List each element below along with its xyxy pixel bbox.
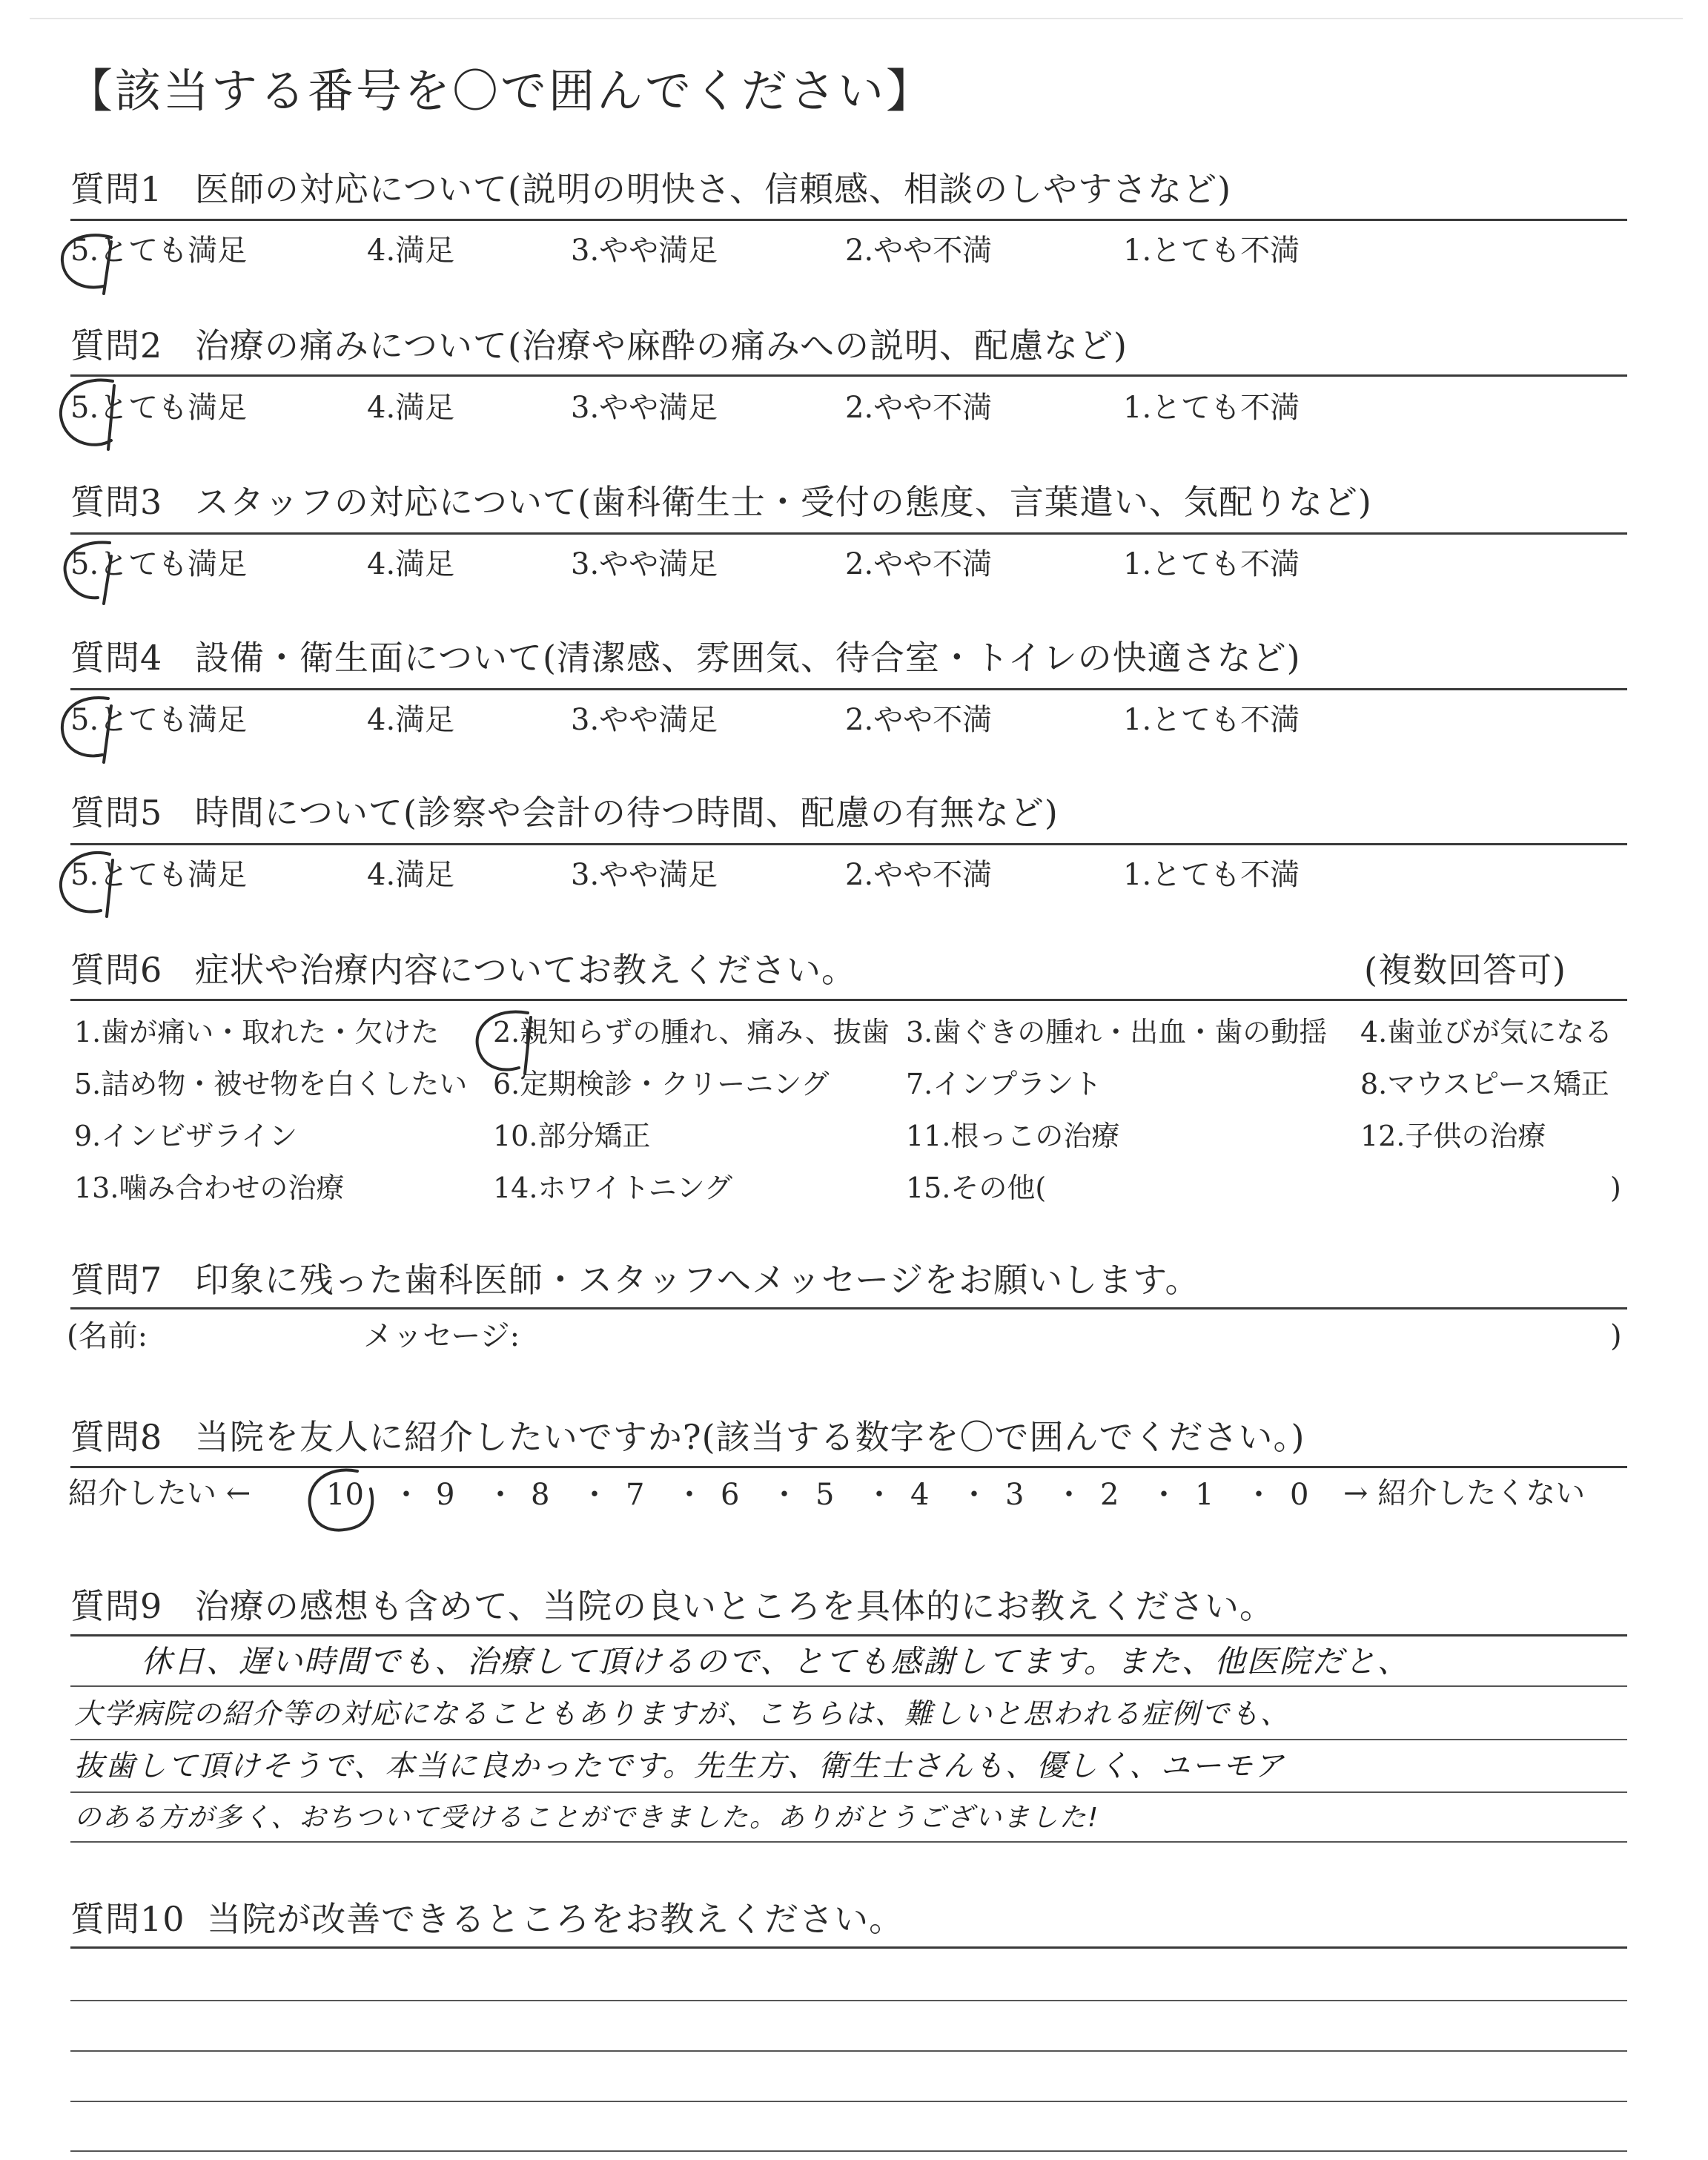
q6-other-close-paren: ) [1610,1172,1621,1204]
q2-option-5[interactable]: 5.とても満足 [70,391,248,425]
q8-score-9[interactable]: 9 [436,1478,455,1512]
question-5-heading [70,793,1059,833]
question-3-text: スタッフの対応について(歯科衛生士・受付の態度、言葉遣い、気配りなど) [194,482,1372,522]
q9-answer-rule-2 [70,1739,1627,1740]
question-10-rule [70,1946,1627,1949]
q8-separator: ・ [1054,1478,1084,1512]
question-4-text: 設備・衛生面について(清潔感、雰囲気、待合室・トイレの快適さなど) [194,638,1301,678]
question-8-text: 当院を友人に紹介したいですか?(該当する数字を〇で囲んでください。) [194,1417,1305,1457]
question-1-rule [70,219,1627,221]
question-4-rule [70,688,1627,690]
q10-answer-rule [70,2000,1627,2001]
question-1-heading [70,169,1232,209]
q3-option-3[interactable]: 3.やや満足 [571,547,718,581]
q8-separator: ・ [864,1478,894,1512]
q6-option-13[interactable]: 13.噛み合わせの治療 [74,1172,345,1204]
q4-option-4[interactable]: 4.満足 [367,703,455,737]
q5-option-1[interactable]: 1.とても不満 [1123,858,1300,892]
question-2-rule [70,374,1627,377]
q8-score-8[interactable]: 8 [531,1478,550,1512]
question-6-rule [70,999,1627,1001]
q5-option-2[interactable]: 2.やや不満 [845,858,993,892]
q6-option-2[interactable]: 2.親知らずの腫れ、痛み、抜歯 [493,1016,890,1048]
q2-option-2[interactable]: 2.やや不満 [845,391,993,425]
q6-option-11[interactable]: 11.根っこの治療 [906,1120,1120,1152]
q1-option-1[interactable]: 1.とても不満 [1123,234,1300,268]
top-edge-line [30,18,1683,19]
q9-answer-rule-3 [70,1791,1627,1793]
q9-answer-line-2: 大学病院の紹介等の対応になることもありますが、こちらは、難しいと思われる症例でも、 [74,1697,1291,1730]
q6-option-7[interactable]: 7.インプラント [906,1068,1102,1100]
q8-separator: ・ [959,1478,989,1512]
q8-score-0[interactable]: 0 [1290,1478,1309,1512]
q6-option-6[interactable]: 6.定期検診・クリーニング [493,1068,830,1100]
q6-option-3[interactable]: 3.歯ぐきの腫れ・出血・歯の動揺 [906,1016,1328,1048]
q9-answer-line-1: 休日、遅い時間でも、治療して頂けるので、とても感謝してます。また、他医院だと、 [141,1643,1410,1680]
q6-option-4[interactable]: 4.歯並びが気になる [1360,1016,1613,1048]
q3-option-2[interactable]: 2.やや不満 [845,547,993,581]
q6-option-1[interactable]: 1.歯が痛い・取れた・欠けた [74,1016,440,1048]
q10-answer-rule [70,2050,1627,2052]
question-6-note: (複数回答可) [1364,950,1566,990]
q8-score-4[interactable]: 4 [910,1478,930,1512]
question-7-label: 質問7 [70,1260,163,1300]
question-4-heading [70,638,1301,678]
question-6-label: 質問6 [70,950,163,990]
q3-option-1[interactable]: 1.とても不満 [1123,547,1300,581]
q8-score-5[interactable]: 5 [815,1478,835,1512]
question-5-text: 時間について(診察や会計の待つ時間、配慮の有無など) [194,793,1059,833]
q9-answer-line-3: 抜歯して頂けそうで、本当に良かったです。先生方、衛生士さんも、優しく、ユーモア [74,1749,1285,1783]
q6-option-5[interactable]: 5.詰め物・被せ物を白くしたい [74,1068,468,1100]
question-7-text: 印象に残った歯科医師・スタッフへメッセージをお願いします。 [194,1260,1200,1300]
question-2-label: 質問2 [70,326,163,366]
q3-option-5[interactable]: 5.とても満足 [70,547,248,581]
q8-score-6[interactable]: 6 [721,1478,740,1512]
question-2-heading [70,326,1128,366]
q6-option-8[interactable]: 8.マウスピース矯正 [1360,1068,1609,1100]
question-8-heading [70,1417,1305,1457]
q1-option-3[interactable]: 3.やや満足 [571,234,718,268]
q5-option-5[interactable]: 5.とても満足 [70,858,248,892]
question-3-heading [70,482,1372,522]
q8-separator: ・ [486,1478,515,1512]
q5-option-4[interactable]: 4.満足 [367,858,455,892]
question-8-rule [70,1466,1627,1468]
q2-option-1[interactable]: 1.とても不満 [1123,391,1300,425]
q8-separator: ・ [769,1478,799,1512]
q8-separator: ・ [675,1478,704,1512]
q8-separator: ・ [1244,1478,1274,1512]
question-6-text: 症状や治療内容についてお教えください。 [194,950,856,990]
q6-option-12[interactable]: 12.子供の治療 [1360,1120,1546,1152]
q3-option-4[interactable]: 4.満足 [367,547,455,581]
question-1-label: 質問1 [70,169,163,209]
question-9-text: 治療の感想も含めて、当院の良いところを具体的にお教えください。 [194,1586,1274,1626]
question-4-label: 質問4 [70,638,163,678]
q9-answer-line-4: のある方が多く、おちついて受けることができました。ありがとうございました! [74,1803,1100,1833]
q4-option-2[interactable]: 2.やや不満 [845,703,993,737]
q4-option-1[interactable]: 1.とても不満 [1123,703,1300,737]
q6-option-10[interactable]: 10.部分矯正 [493,1120,651,1152]
q8-separator: ・ [580,1478,609,1512]
q8-left-label: 紹介したい ← [68,1476,251,1510]
q6-option-14[interactable]: 14.ホワイトニング [493,1172,733,1204]
question-8-label: 質問8 [70,1417,163,1457]
q4-option-5[interactable]: 5.とても満足 [70,703,248,737]
q9-answer-rule-1 [70,1685,1627,1687]
question-9-rule [70,1634,1627,1636]
question-9-heading [70,1586,1274,1626]
question-2-text: 治療の痛みについて(治療や麻酔の痛みへの説明、配慮など) [194,326,1128,366]
q8-separator: ・ [1149,1478,1179,1512]
q9-answer-rule-4 [70,1841,1627,1843]
question-10-text: 当院が改善できるところをお教えください。 [207,1899,904,1939]
q8-score-3[interactable]: 3 [1005,1478,1025,1512]
question-3-rule [70,532,1627,535]
question-9-label: 質問9 [70,1586,163,1626]
q10-answer-rule [70,2150,1627,2152]
q8-score-2[interactable]: 2 [1100,1478,1119,1512]
q1-option-5[interactable]: 5.とても満足 [70,234,248,268]
q8-score-1[interactable]: 1 [1195,1478,1214,1512]
question-3-label: 質問3 [70,482,163,522]
question-1-text: 医師の対応について(説明の明快さ、信頼感、相談のしやすさなど) [194,169,1232,209]
q8-score-10[interactable]: 10 [326,1478,364,1512]
question-6-heading [70,950,856,990]
question-7-rule [70,1307,1627,1309]
q6-option-15[interactable]: 15.その他( [906,1172,1047,1204]
q5-option-3[interactable]: 3.やや満足 [571,858,718,892]
question-5-label: 質問5 [70,793,163,833]
question-10-label: 質問10 [70,1899,185,1939]
question-10-heading [70,1899,904,1939]
q10-answer-rule [70,2101,1627,2102]
q4-option-3[interactable]: 3.やや満足 [571,703,718,737]
q1-option-4[interactable]: 4.満足 [367,234,455,268]
question-5-rule [70,843,1627,845]
q1-option-2[interactable]: 2.やや不満 [845,234,993,268]
q8-score-7[interactable]: 7 [626,1478,645,1512]
q7-message-label: メッセージ: [363,1319,520,1353]
page-title: 【該当する番号を〇で囲んでください】 [67,64,935,118]
q8-right-label: → 紹介したくない [1343,1476,1586,1510]
q7-name-label: (名前: [67,1319,148,1353]
q2-option-3[interactable]: 3.やや満足 [571,391,718,425]
q6-option-9[interactable]: 9.インビザライン [74,1120,298,1152]
q7-close-paren: ) [1610,1319,1622,1353]
question-7-heading [70,1260,1200,1300]
q2-option-4[interactable]: 4.満足 [367,391,455,425]
q8-separator: ・ [391,1478,421,1512]
